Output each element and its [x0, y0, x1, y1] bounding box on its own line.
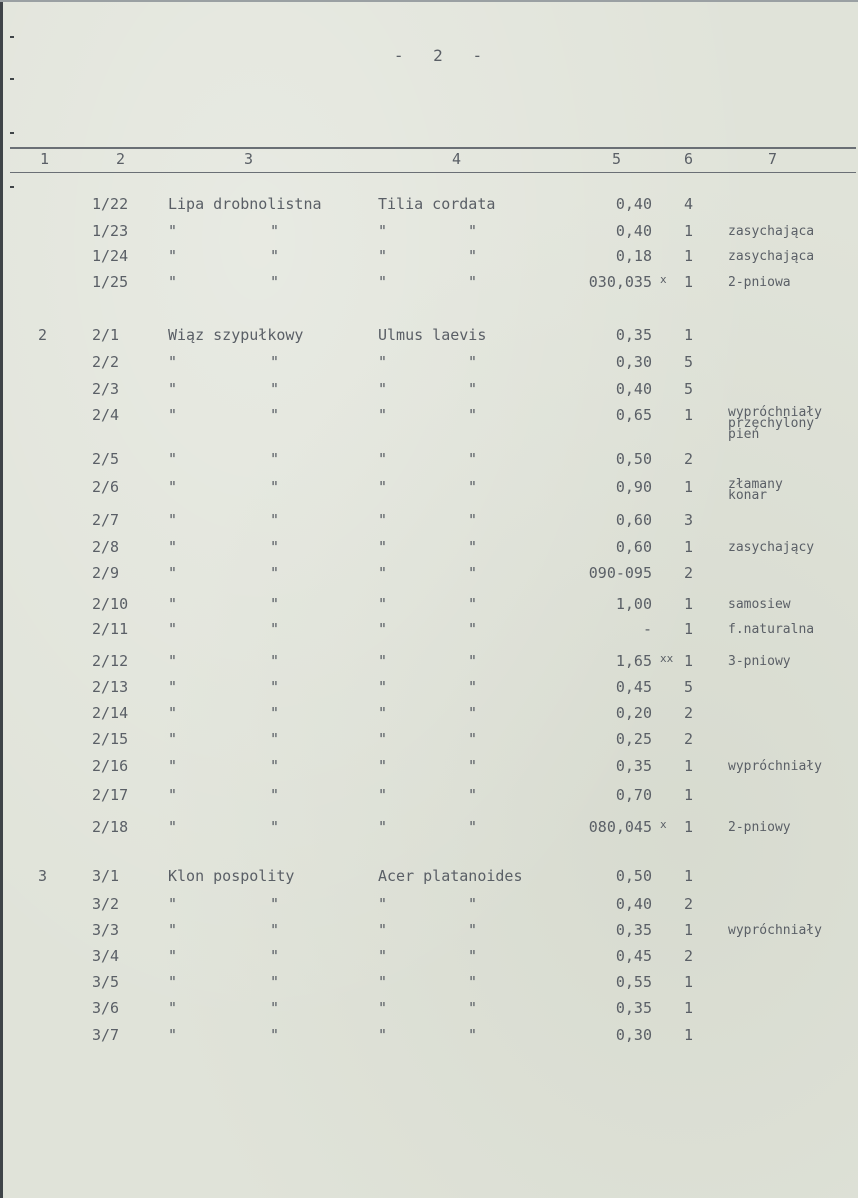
row-latin-name: " — [378, 947, 388, 965]
row-polish-name-ditto: " — [270, 538, 280, 556]
row-latin-name-ditto: " — [468, 564, 478, 582]
row-tree-id: 2/17 — [92, 786, 129, 804]
row-polish-name-ditto: " — [270, 595, 280, 613]
row-tree-id: 3/2 — [92, 895, 120, 913]
row-tree-id: 2/2 — [92, 353, 120, 371]
row-remarks: f.naturalna — [728, 622, 815, 637]
row-latin-name: " — [378, 652, 388, 670]
column-header-3: 3 — [244, 150, 254, 168]
table-row — [0, 478, 858, 504]
table-row — [0, 921, 858, 947]
row-diameter: 080,045 — [588, 818, 652, 836]
row-quantity: 1 — [684, 999, 694, 1017]
row-diameter: 0,40 — [615, 380, 652, 398]
row-tree-id: 1/22 — [92, 195, 129, 213]
row-polish-name-ditto: " — [270, 620, 280, 638]
row-polish-name-ditto: " — [270, 757, 280, 775]
row-latin-name: Tilia cordata — [378, 195, 496, 213]
margin-mark — [10, 186, 14, 188]
row-quantity: 1 — [684, 595, 694, 613]
row-latin-name: " — [378, 511, 388, 529]
row-latin-name: " — [378, 1026, 388, 1044]
row-latin-name-ditto: " — [468, 704, 478, 722]
row-tree-id: 3/5 — [92, 973, 120, 991]
row-polish-name: " — [168, 222, 178, 240]
row-latin-name-ditto: " — [468, 973, 478, 991]
table-row — [0, 195, 858, 221]
row-tree-id: 2/5 — [92, 450, 120, 468]
table-row — [0, 511, 858, 537]
row-quantity: 1 — [684, 406, 694, 424]
row-polish-name: " — [168, 478, 178, 496]
row-polish-name: " — [168, 818, 178, 836]
row-remarks: 2-pniowa — [728, 275, 791, 290]
table-row — [0, 247, 858, 273]
row-quantity: 5 — [684, 380, 694, 398]
row-diameter: 0,40 — [615, 222, 652, 240]
row-diameter: 0,60 — [615, 538, 652, 556]
row-latin-name-ditto: " — [468, 380, 478, 398]
table-row — [0, 620, 858, 646]
row-quantity: 5 — [684, 353, 694, 371]
row-quantity: 1 — [684, 538, 694, 556]
row-polish-name-ditto: " — [270, 786, 280, 804]
row-latin-name: " — [378, 704, 388, 722]
row-latin-name: " — [378, 478, 388, 496]
row-tree-id: 3/7 — [92, 1026, 120, 1044]
row-polish-name: " — [168, 1026, 178, 1044]
row-polish-name-ditto: " — [270, 406, 280, 424]
row-latin-name-ditto: " — [468, 222, 478, 240]
row-polish-name: Wiąz szypułkowy — [168, 326, 304, 344]
row-tree-id: 1/24 — [92, 247, 129, 265]
table-row — [0, 273, 858, 299]
row-polish-name-ditto: " — [270, 678, 280, 696]
row-polish-name: " — [168, 704, 178, 722]
table-row — [0, 1026, 858, 1052]
row-remarks: wypróchniały — [728, 759, 822, 774]
row-latin-name-ditto: " — [468, 730, 478, 748]
row-tree-id: 2/18 — [92, 818, 129, 836]
row-quantity: 2 — [684, 450, 694, 468]
row-latin-name-ditto: " — [468, 818, 478, 836]
row-polish-name-ditto: " — [270, 730, 280, 748]
table-row — [0, 595, 858, 621]
row-polish-name-ditto: " — [270, 999, 280, 1017]
row-diameter-mark: xx — [660, 652, 674, 665]
row-diameter: 0,55 — [615, 973, 652, 991]
margin-mark — [10, 132, 14, 134]
row-diameter: 0,70 — [615, 786, 652, 804]
row-polish-name-ditto: " — [270, 947, 280, 965]
table-row — [0, 538, 858, 564]
column-header-6: 6 — [684, 150, 694, 168]
row-polish-name: " — [168, 730, 178, 748]
row-diameter: 0,45 — [615, 947, 652, 965]
row-remarks: zasychająca — [728, 249, 815, 264]
page-top-edge — [0, 0, 858, 2]
row-polish-name-ditto: " — [270, 1026, 280, 1044]
row-quantity: 3 — [684, 511, 694, 529]
row-quantity: 1 — [684, 786, 694, 804]
row-latin-name-ditto: " — [468, 406, 478, 424]
row-diameter: 0,60 — [615, 511, 652, 529]
table-row — [0, 405, 858, 442]
column-header-2: 2 — [116, 150, 126, 168]
row-polish-name-ditto: " — [270, 921, 280, 939]
row-remarks: wypróchniały — [728, 923, 822, 938]
table-row — [0, 450, 858, 476]
row-tree-id: 2/7 — [92, 511, 120, 529]
row-tree-id: 2/9 — [92, 564, 120, 582]
row-tree-id: 3/4 — [92, 947, 120, 965]
row-quantity: 2 — [684, 730, 694, 748]
row-quantity: 1 — [684, 973, 694, 991]
row-polish-name: " — [168, 973, 178, 991]
table-row — [0, 222, 858, 248]
row-polish-name: " — [168, 620, 178, 638]
row-remarks: samosiew — [728, 597, 791, 612]
row-tree-id: 2/6 — [92, 478, 120, 496]
row-remarks: 3-pniowy — [728, 654, 791, 669]
row-latin-name: " — [378, 999, 388, 1017]
table-row — [0, 999, 858, 1025]
row-polish-name-ditto: " — [270, 652, 280, 670]
row-polish-name: " — [168, 999, 178, 1017]
row-tree-id: 1/25 — [92, 273, 129, 291]
row-quantity: 2 — [684, 895, 694, 913]
row-diameter: 090-095 — [588, 564, 652, 582]
row-quantity: 4 — [684, 195, 694, 213]
row-quantity: 2 — [684, 704, 694, 722]
row-polish-name-ditto: " — [270, 895, 280, 913]
row-diameter: 0,35 — [615, 999, 652, 1017]
row-polish-name-ditto: " — [270, 273, 280, 291]
row-remarks: zasychająca — [728, 224, 815, 239]
row-tree-id: 2/13 — [92, 678, 129, 696]
row-polish-name-ditto: " — [270, 353, 280, 371]
row-quantity: 1 — [684, 1026, 694, 1044]
row-quantity: 1 — [684, 326, 694, 344]
row-quantity: 1 — [684, 818, 694, 836]
row-diameter: 1,00 — [615, 595, 652, 613]
row-latin-name: " — [378, 564, 388, 582]
row-latin-name: " — [378, 730, 388, 748]
table-row — [0, 818, 858, 844]
row-polish-name: Klon pospolity — [168, 867, 295, 885]
row-polish-name: " — [168, 786, 178, 804]
table-row — [0, 326, 858, 352]
row-polish-name: " — [168, 247, 178, 265]
row-polish-name: " — [168, 652, 178, 670]
table-row — [0, 730, 858, 756]
row-latin-name: " — [378, 786, 388, 804]
margin-mark — [10, 36, 14, 38]
row-polish-name: " — [168, 353, 178, 371]
row-tree-id: 2/11 — [92, 620, 129, 638]
row-quantity: 1 — [684, 921, 694, 939]
page-number: - 2 - — [393, 46, 493, 65]
row-tree-id: 3/3 — [92, 921, 120, 939]
column-header-1: 1 — [40, 150, 50, 168]
row-polish-name: " — [168, 757, 178, 775]
table-row — [0, 652, 858, 678]
row-polish-name: " — [168, 895, 178, 913]
row-remarks: zasychający — [728, 540, 815, 555]
row-latin-name-ditto: " — [468, 511, 478, 529]
row-tree-id: 3/1 — [92, 867, 120, 885]
row-latin-name: " — [378, 247, 388, 265]
row-diameter: 0,25 — [615, 730, 652, 748]
row-tree-id: 2/4 — [92, 406, 120, 424]
row-polish-name-ditto: " — [270, 478, 280, 496]
row-diameter: 0,65 — [615, 406, 652, 424]
row-quantity: 1 — [684, 652, 694, 670]
row-quantity: 1 — [684, 620, 694, 638]
row-diameter: 0,40 — [615, 895, 652, 913]
row-latin-name-ditto: " — [468, 450, 478, 468]
row-latin-name: " — [378, 620, 388, 638]
row-quantity: 2 — [684, 564, 694, 582]
row-diameter-mark: x — [660, 818, 667, 831]
row-latin-name-ditto: " — [468, 353, 478, 371]
header-top-rule — [10, 147, 856, 149]
row-diameter: 0,50 — [615, 867, 652, 885]
row-quantity: 1 — [684, 867, 694, 885]
row-polish-name-ditto: " — [270, 450, 280, 468]
row-diameter-mark: x — [660, 273, 667, 286]
row-latin-name-ditto: " — [468, 947, 478, 965]
row-latin-name: " — [378, 538, 388, 556]
row-latin-name-ditto: " — [468, 678, 478, 696]
row-tree-id: 2/8 — [92, 538, 120, 556]
row-latin-name-ditto: " — [468, 652, 478, 670]
row-polish-name-ditto: " — [270, 222, 280, 240]
row-quantity: 1 — [684, 478, 694, 496]
row-tree-id: 2/15 — [92, 730, 129, 748]
row-quantity: 1 — [684, 273, 694, 291]
column-header-5: 5 — [612, 150, 622, 168]
row-polish-name-ditto: " — [270, 973, 280, 991]
row-polish-name: " — [168, 380, 178, 398]
table-row — [0, 380, 858, 406]
row-tree-id: 2/12 — [92, 652, 129, 670]
row-polish-name-ditto: " — [270, 564, 280, 582]
row-latin-name: " — [378, 678, 388, 696]
column-header-7: 7 — [768, 150, 778, 168]
row-latin-name: " — [378, 273, 388, 291]
row-tree-id: 2/16 — [92, 757, 129, 775]
table-row — [0, 353, 858, 379]
row-latin-name: " — [378, 973, 388, 991]
row-latin-name-ditto: " — [468, 478, 478, 496]
table-row — [0, 678, 858, 704]
row-polish-name-ditto: " — [270, 247, 280, 265]
table-row — [0, 786, 858, 812]
column-header-4: 4 — [452, 150, 462, 168]
margin-mark — [10, 78, 14, 80]
row-polish-name-ditto: " — [270, 380, 280, 398]
row-polish-name: " — [168, 595, 178, 613]
row-polish-name: " — [168, 273, 178, 291]
row-diameter: - — [642, 620, 652, 638]
row-latin-name: " — [378, 450, 388, 468]
row-polish-name-ditto: " — [270, 511, 280, 529]
row-latin-name-ditto: " — [468, 538, 478, 556]
row-latin-name-ditto: " — [468, 273, 478, 291]
row-latin-name-ditto: " — [468, 757, 478, 775]
row-polish-name: " — [168, 921, 178, 939]
row-diameter: 0,35 — [615, 921, 652, 939]
row-tree-id: 2/1 — [92, 326, 120, 344]
row-diameter: 0,30 — [615, 353, 652, 371]
row-latin-name: Acer platanoides — [378, 867, 523, 885]
row-diameter: 0,90 — [615, 478, 652, 496]
row-diameter: 0,18 — [615, 247, 652, 265]
row-polish-name: " — [168, 511, 178, 529]
row-latin-name: Ulmus laevis — [378, 326, 487, 344]
table-row — [0, 704, 858, 730]
row-tree-id: 1/23 — [92, 222, 129, 240]
row-latin-name: " — [378, 406, 388, 424]
row-tree-id: 2/3 — [92, 380, 120, 398]
row-diameter: 0,45 — [615, 678, 652, 696]
row-quantity: 1 — [684, 222, 694, 240]
table-row — [0, 564, 858, 590]
row-remarks: 2-pniowy — [728, 820, 791, 835]
row-diameter: 0,20 — [615, 704, 652, 722]
row-diameter: 0,35 — [615, 757, 652, 775]
row-tree-id: 2/10 — [92, 595, 129, 613]
row-remarks: złamany konar — [728, 477, 783, 503]
table-row — [0, 895, 858, 921]
row-latin-name: " — [378, 921, 388, 939]
row-quantity: 2 — [684, 947, 694, 965]
row-diameter: 0,30 — [615, 1026, 652, 1044]
row-latin-name-ditto: " — [468, 895, 478, 913]
row-latin-name: " — [378, 757, 388, 775]
table-row — [0, 867, 858, 893]
row-latin-name-ditto: " — [468, 921, 478, 939]
row-remarks: wypróchniały przechylony pień — [728, 405, 822, 442]
row-polish-name-ditto: " — [270, 704, 280, 722]
row-quantity: 1 — [684, 247, 694, 265]
row-polish-name: " — [168, 947, 178, 965]
row-diameter: 1,65 — [615, 652, 652, 670]
row-polish-name: " — [168, 564, 178, 582]
row-diameter: 030,035 — [588, 273, 652, 291]
row-latin-name: " — [378, 895, 388, 913]
table-row — [0, 947, 858, 973]
row-polish-name: " — [168, 538, 178, 556]
row-diameter: 0,50 — [615, 450, 652, 468]
table-row — [0, 973, 858, 999]
row-latin-name: " — [378, 353, 388, 371]
row-group-number: 2 — [38, 326, 48, 344]
row-polish-name: " — [168, 406, 178, 424]
row-latin-name: " — [378, 222, 388, 240]
row-diameter: 0,35 — [615, 326, 652, 344]
row-latin-name-ditto: " — [468, 620, 478, 638]
row-latin-name: " — [378, 818, 388, 836]
row-latin-name-ditto: " — [468, 247, 478, 265]
row-quantity: 1 — [684, 757, 694, 775]
row-polish-name: " — [168, 678, 178, 696]
row-polish-name: Lipa drobnolistna — [168, 195, 322, 213]
row-polish-name-ditto: " — [270, 818, 280, 836]
row-latin-name-ditto: " — [468, 1026, 478, 1044]
row-polish-name: " — [168, 450, 178, 468]
row-group-number: 3 — [38, 867, 48, 885]
row-latin-name-ditto: " — [468, 786, 478, 804]
row-tree-id: 2/14 — [92, 704, 129, 722]
header-bottom-rule — [10, 172, 856, 173]
row-diameter: 0,40 — [615, 195, 652, 213]
table-row — [0, 757, 858, 783]
row-quantity: 5 — [684, 678, 694, 696]
row-latin-name: " — [378, 380, 388, 398]
row-latin-name-ditto: " — [468, 999, 478, 1017]
row-latin-name: " — [378, 595, 388, 613]
row-latin-name-ditto: " — [468, 595, 478, 613]
row-tree-id: 3/6 — [92, 999, 120, 1017]
